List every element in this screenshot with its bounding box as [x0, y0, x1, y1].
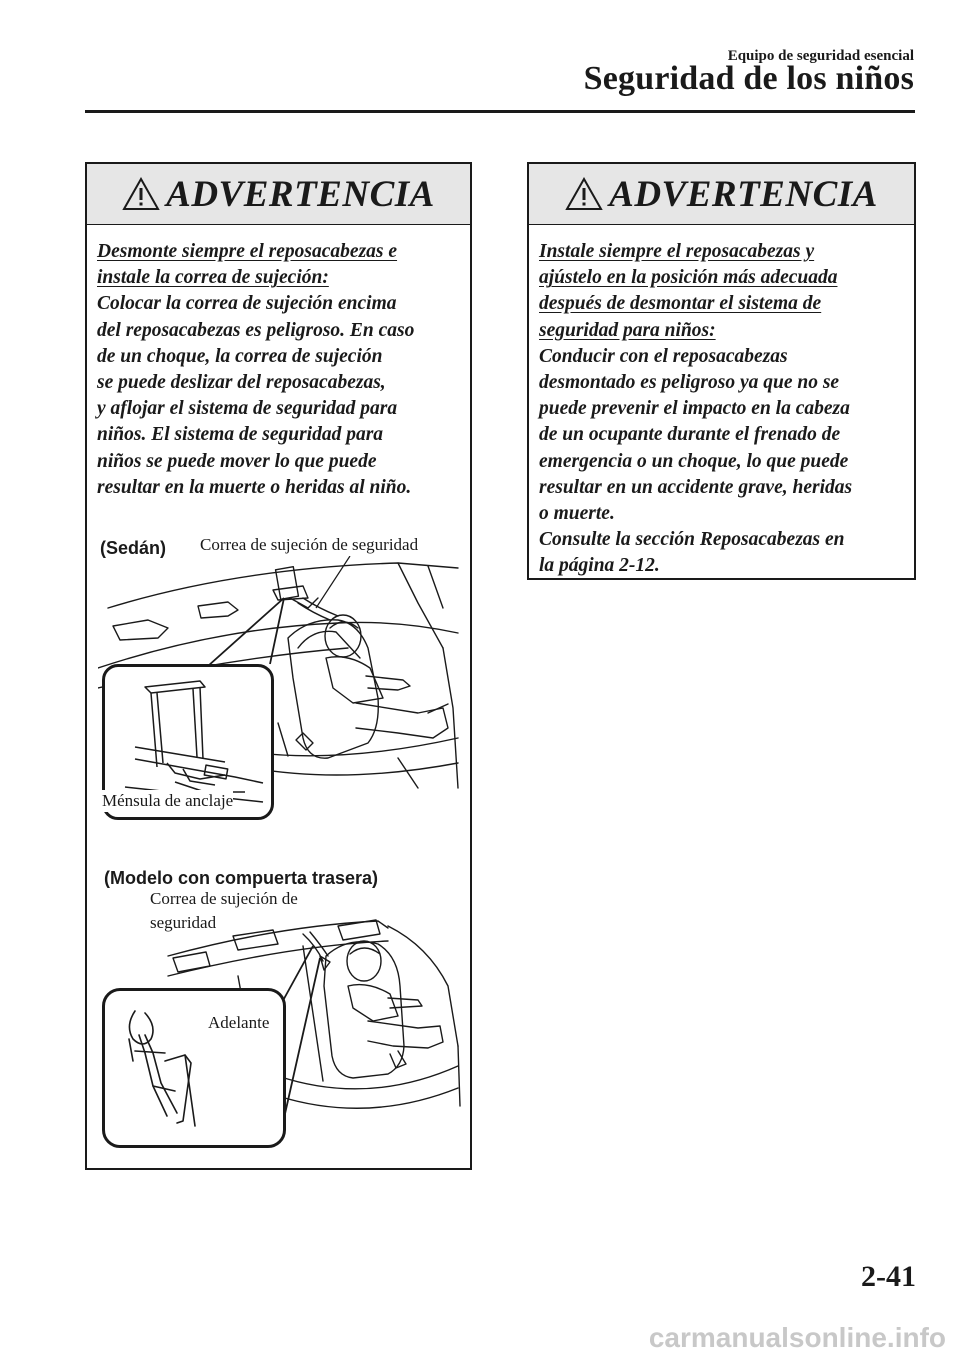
warning-body-line: de un ocupante durante el frenado de: [539, 424, 841, 446]
warning-body-line: resultar en un accidente grave, heridas: [539, 476, 853, 498]
warning-body-line: Conducir con el reposacabezas: [539, 345, 788, 367]
tether-strap-callout-line1: Correa de sujeción de: [150, 889, 298, 908]
warning-body-line: del reposacabezas es peligroso. En caso: [97, 319, 415, 341]
warning-body-line: la página 2-12.: [539, 555, 660, 577]
hatchback-label: (Modelo con compuerta trasera): [104, 868, 379, 888]
warning-body-line: puede prevenir el impacto en la cabeza: [539, 398, 850, 420]
forward-direction-label: Adelante: [208, 1013, 270, 1032]
warning-box-right: [527, 162, 916, 580]
warning-header: [529, 164, 914, 225]
header-divider: [85, 110, 915, 113]
page-number: 2-41: [861, 1260, 916, 1293]
warning-text: [87, 225, 470, 501]
warning-body-line: niños. El sistema de seguridad para: [97, 424, 384, 446]
sedan-illustration: [98, 528, 470, 828]
watermark: carmanualsonline.info: [648, 1322, 946, 1353]
warning-lead-line: ajústelo en la posición más adecuada: [539, 267, 838, 289]
warning-triangle-icon: [565, 177, 603, 211]
warning-title: ADVERTENCIA: [609, 173, 878, 215]
tether-strap-callout: Correa de sujeción de seguridad: [200, 535, 419, 554]
warning-body-line: o muerte.: [539, 503, 615, 525]
warning-body-line: y aflojar el sistema de seguridad para: [97, 398, 398, 420]
warning-triangle-icon: [122, 177, 160, 211]
warning-body-line: desmontado es peligroso ya que no se: [539, 372, 840, 394]
warning-body-line: niños se puede mover lo que puede: [97, 450, 377, 472]
warning-title: ADVERTENCIA: [166, 173, 435, 215]
sedan-label: (Sedán): [100, 538, 167, 558]
warning-lead-line: seguridad para niños:: [539, 319, 716, 341]
warning-lead-line: Instale siempre el reposacabezas y: [539, 241, 815, 262]
warning-lead-line: Desmonte siempre el reposacabezas e: [97, 241, 398, 262]
hatchback-illustration: [98, 866, 470, 1156]
warning-lead-line: después de desmontar el sistema de: [539, 293, 822, 315]
warning-header: [87, 164, 470, 225]
section-name: Equipo de seguridad esencial: [727, 48, 914, 64]
warning-body-line: se puede deslizar del reposacabezas,: [97, 372, 386, 394]
tether-strap-callout-line2: seguridad: [150, 913, 217, 932]
page-title: Seguridad de los niños: [583, 60, 914, 97]
warning-text: [529, 225, 914, 580]
warning-body-line: emergencia o un choque, lo que puede: [539, 450, 849, 472]
anchor-bracket-callout: Ménsula de anclaje: [102, 791, 234, 810]
warning-body-line: de un choque, la correa de sujeción: [97, 345, 383, 367]
warning-lead-line: instale la correa de sujeción:: [97, 267, 329, 289]
warning-body-line: Consulte la sección Reposacabezas en: [539, 529, 845, 551]
warning-body-line: Colocar la correa de sujeción encima: [97, 293, 397, 315]
warning-body-line: resultar en la muerte o heridas al niño.: [97, 476, 412, 498]
